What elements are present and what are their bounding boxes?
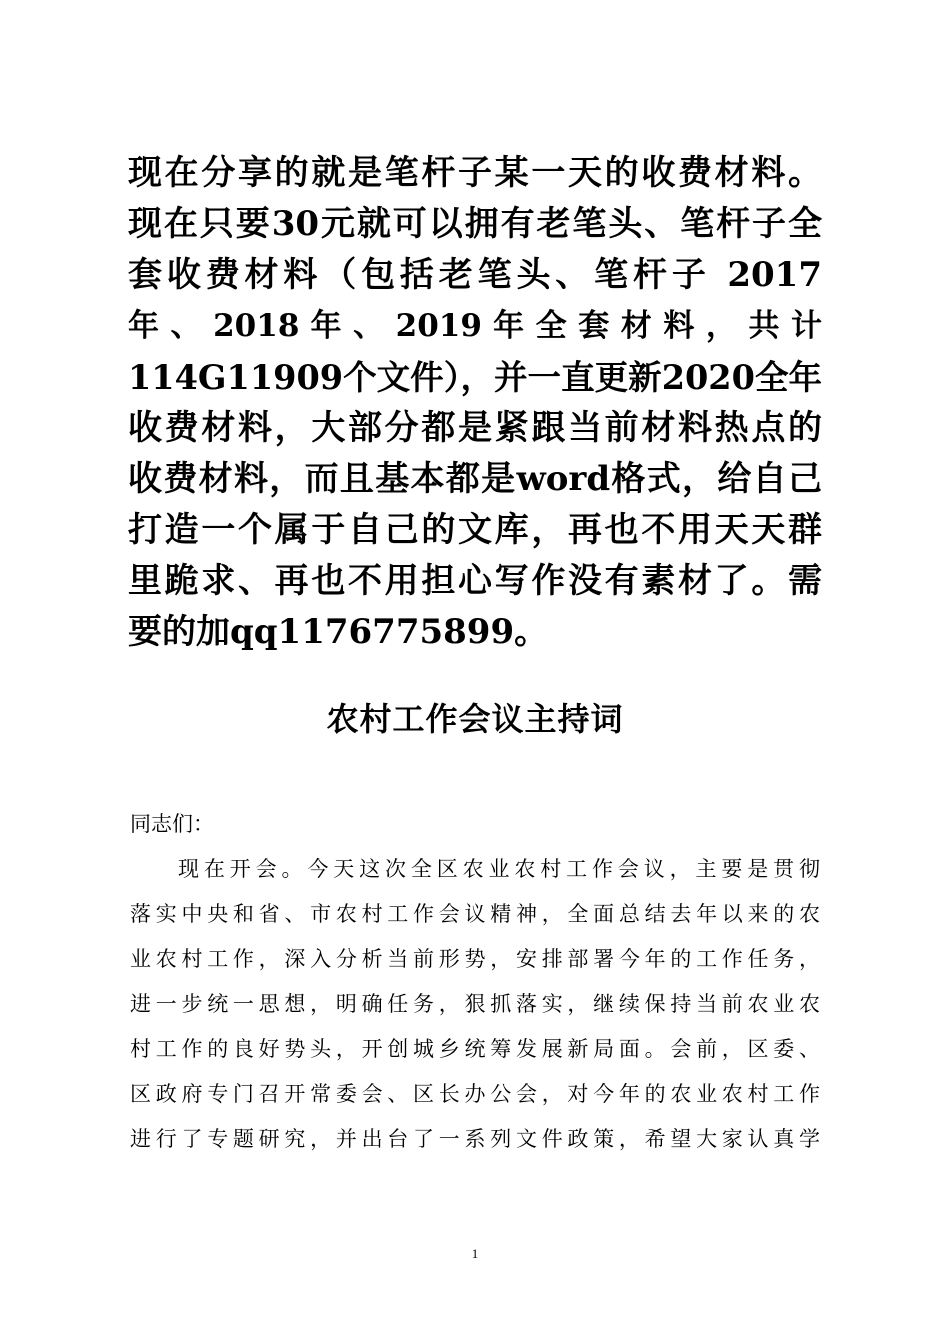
promo-text-block [128, 148, 822, 658]
paragraph-line: 区政府专门召开常委会、区长办公会，对今年的农业农村工作 [130, 1082, 820, 1106]
promo-line: 套收费材料（包括老笔头、笔杆子 2017 [128, 255, 822, 295]
document-title: 农村工作会议主持词 [326, 700, 624, 738]
promo-line: 现在分享的就是笔杆子某一天的收费材料。 [128, 153, 822, 193]
promo-line: 要的加qq1176775899。 [128, 612, 549, 652]
promo-line: 打造一个属于自己的文库，再也不用天天群 [128, 510, 822, 550]
paragraph-line: 进行了专题研究，并出台了一系列文件政策，希望大家认真学 [130, 1127, 820, 1151]
document-body [130, 802, 820, 1162]
promo-line: 年 、 2018 年 、 2019 年 全 套 材 料 ， 共 计 [128, 308, 823, 344]
promo-line: 114G11909个文件），并一直更新2020全年 [128, 358, 822, 397]
paragraph-line: 进一步统一思想，明确任务，狠抓落实，继续保持当前农业农 [130, 992, 820, 1016]
promo-line: 里跪求、再也不用担心写作没有素材了。需 [128, 561, 822, 601]
promo-line: 收费材料，而且基本都是word格式，给自己 [128, 459, 822, 499]
promo-line: 收费材料，大部分都是紧跟当前材料热点的 [128, 408, 822, 448]
promo-line: 现在只要30元就可以拥有老笔头、笔杆子全 [128, 204, 822, 244]
paragraph-line: 现在开会。今天这次全区农业农村工作会议，主要是贯彻 [178, 857, 820, 881]
page-number: 1 [471, 1246, 479, 1261]
paragraph-line: 业农村工作，深入分析当前形势，安排部署今年的工作任务， [130, 947, 820, 971]
paragraph-line: 落实中央和省、市农村工作会议精神，全面总结去年以来的农 [130, 902, 820, 926]
salutation: 同志们： [130, 812, 214, 836]
paragraph-line: 村工作的良好势头，开创城乡统筹发展新局面。会前，区委、 [130, 1037, 820, 1061]
